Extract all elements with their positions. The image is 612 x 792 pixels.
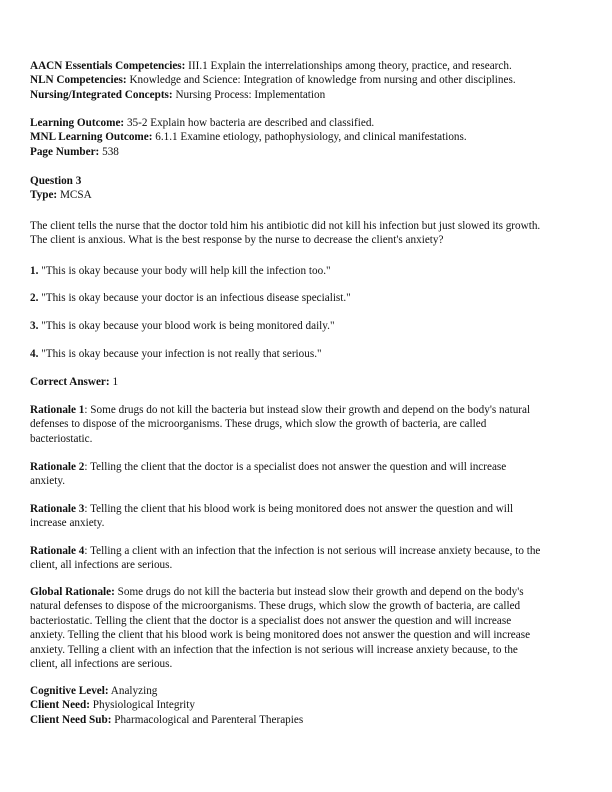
option-number: 2. xyxy=(30,292,39,304)
mnl-outcome-value: 6.1.1 Examine etiology, pathophysiology, and clinical manifestations. xyxy=(155,131,467,144)
client-need-label: Client Need: xyxy=(30,699,90,712)
rationale-4 xyxy=(30,544,582,573)
global-rationale-text: anxiety. Telling the client that his blood work is being monitored does not answer the question and will increase xyxy=(30,629,531,642)
mnl-outcome-line xyxy=(30,130,582,144)
rationale-text: : Telling the client that the doctor is a specialist does not answer the question and will increase xyxy=(84,461,507,473)
rationale-text: increase anxiety. xyxy=(30,517,105,530)
cognitive-level-value: Analyzing xyxy=(110,685,158,697)
question-stem-line: The client is anxious. What is the best response by the nurse to decrease the client's anxiety? xyxy=(30,234,444,247)
aacn-line xyxy=(30,59,582,73)
learning-outcome-value: 35-2 Explain how bacteria are described and classified. xyxy=(126,117,375,129)
rationale-text: defenses to dispose of the microorganisms. These drugs, which slow the growth of bacteria, are called xyxy=(30,418,487,431)
page-number-label: Page Number: xyxy=(30,145,100,158)
answer-option-4 xyxy=(30,347,582,361)
rationale-text: bacteriostatic. xyxy=(30,432,93,445)
rationale-1 xyxy=(30,403,582,446)
cognitive-level-line xyxy=(30,684,582,698)
option-text: "This is okay because your blood work is being monitored daily." xyxy=(41,320,335,332)
page-number-line xyxy=(30,145,582,159)
rationale-label: Rationale 3 xyxy=(30,503,85,515)
client-need-section xyxy=(30,684,582,727)
global-rationale-text: client, all infections are serious. xyxy=(30,658,173,671)
question-title: Question 3 xyxy=(30,175,82,187)
question-type-value: MCSA xyxy=(59,189,92,202)
learning-outcome-label: Learning Outcome: xyxy=(30,117,125,129)
competencies-section xyxy=(30,59,582,102)
rationale-3 xyxy=(30,502,582,531)
rationale-label: Rationale 4 xyxy=(30,545,85,557)
global-rationale-label: Global Rationale: xyxy=(30,586,115,598)
concepts-value: Nursing Process: Implementation xyxy=(175,88,326,101)
global-rationale-text: bacteriostatic. Telling the client that the doctor is a specialist does not answer the question and will increase xyxy=(30,614,512,627)
client-need-sub-line xyxy=(30,713,582,727)
correct-answer-label: Correct Answer: xyxy=(30,376,110,388)
rationale-text: client, all infections are serious. xyxy=(30,559,173,572)
correct-answer-value: 1 xyxy=(112,376,119,388)
outcomes-section xyxy=(30,116,582,159)
question-type-line xyxy=(30,188,582,202)
client-need-value: Physiological Integrity xyxy=(92,699,195,712)
question-type-label: Type: xyxy=(30,189,58,202)
answer-option-2 xyxy=(30,291,582,305)
nln-label: NLN Competencies: xyxy=(30,74,127,87)
rationale-label: Rationale 2 xyxy=(30,461,85,473)
rationale-text: : Telling a client with an infection that the infection is not serious will increase anxiety because, to the xyxy=(84,545,541,557)
option-number: 4. xyxy=(30,348,39,360)
learning-outcome-line xyxy=(30,116,582,130)
answer-option-3 xyxy=(30,319,582,333)
question-stem-line: The client tells the nurse that the doctor told him his antibiotic did not kill his infection but just slowed its growth. xyxy=(30,220,541,232)
question-stem xyxy=(30,219,582,248)
rationale-text: : Some drugs do not kill the bacteria but instead slow their growth and depend on the body's natural xyxy=(84,404,531,416)
page-number-value: 538 xyxy=(102,145,119,158)
global-rationale-text: natural defenses to dispose of the microorganisms. These drugs, which slow the growth of bacteria, are called xyxy=(30,600,521,613)
global-rationale-text: Some drugs do not kill the bacteria but instead slow their growth and depend on the body's xyxy=(117,586,524,598)
client-need-line xyxy=(30,698,582,712)
option-text: "This is okay because your infection is not really that serious." xyxy=(41,348,322,360)
rationale-text: anxiety. xyxy=(30,475,65,488)
option-text: "This is okay because your body will help kill the infection too." xyxy=(41,265,331,277)
nln-value: Knowledge and Science: Integration of knowledge from nursing and other disciplines. xyxy=(129,74,516,87)
concepts-label: Nursing/Integrated Concepts: xyxy=(30,88,173,101)
client-need-sub-label: Client Need Sub: xyxy=(30,713,112,726)
option-text: "This is okay because your doctor is an infectious disease specialist." xyxy=(41,292,351,304)
option-number: 1. xyxy=(30,265,39,277)
aacn-value: III.1 Explain the interrelationships among theory, practice, and research. xyxy=(188,60,512,72)
option-number: 3. xyxy=(30,320,39,332)
mnl-outcome-label: MNL Learning Outcome: xyxy=(30,131,153,144)
rationale-label: Rationale 1 xyxy=(30,404,85,416)
client-need-sub-value: Pharmacological and Parenteral Therapies xyxy=(114,713,304,726)
cognitive-level-label: Cognitive Level: xyxy=(30,685,109,697)
concepts-line xyxy=(30,88,582,102)
global-rationale-text: anxiety. Telling a client with an infection that the infection is not serious will increase anxiety because, to the xyxy=(30,643,518,656)
answer-option-1 xyxy=(30,264,582,278)
rationale-text: : Telling the client that his blood work is being monitored does not answer the question and will xyxy=(84,503,514,515)
global-rationale xyxy=(30,585,582,671)
rationale-2 xyxy=(30,460,582,489)
nln-line xyxy=(30,73,582,87)
question-header xyxy=(30,174,582,203)
correct-answer-line xyxy=(30,375,582,389)
aacn-label: AACN Essentials Competencies: xyxy=(30,60,186,72)
